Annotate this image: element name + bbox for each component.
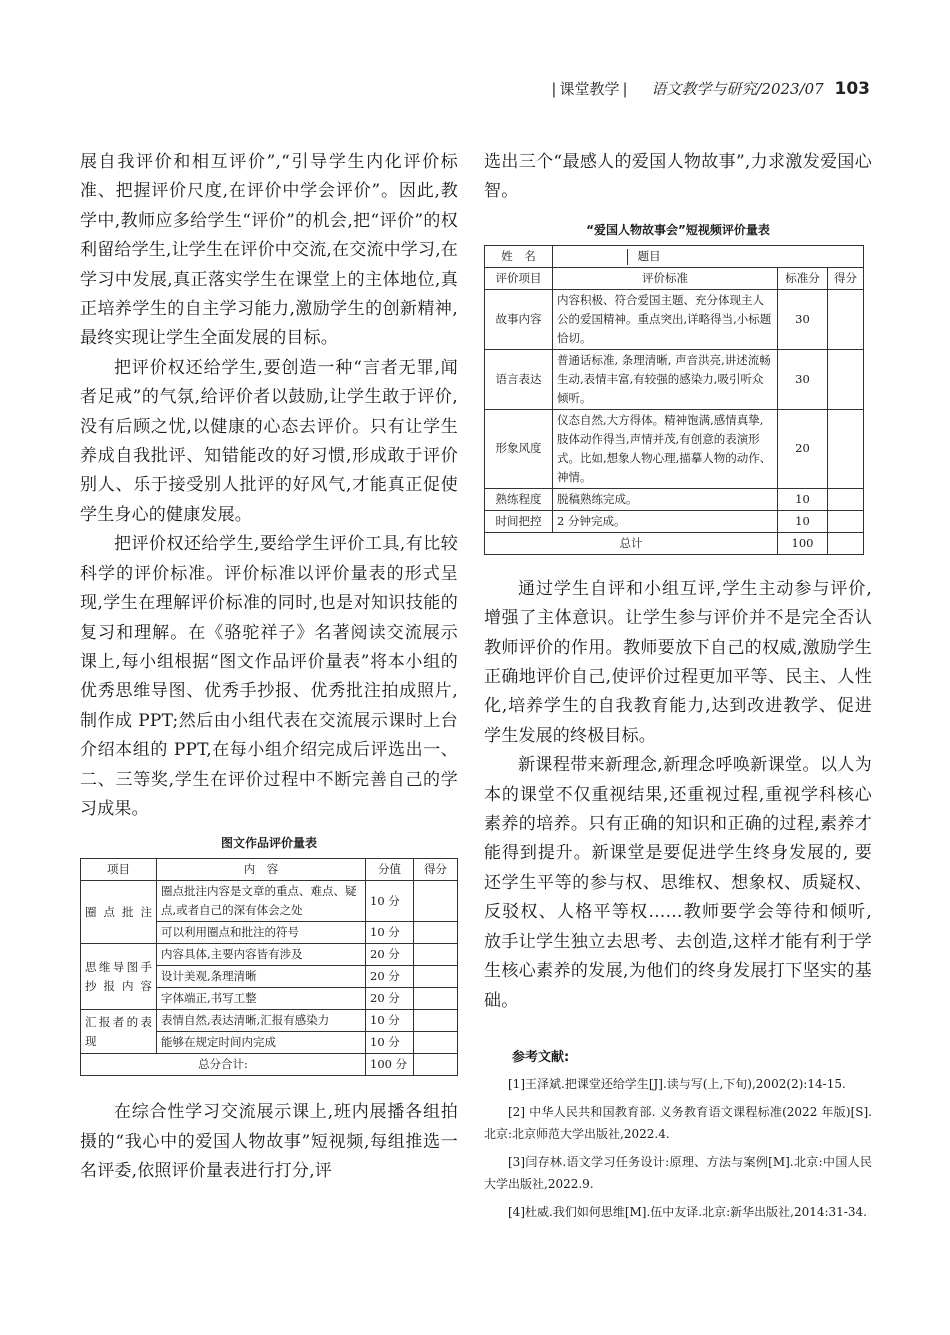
journal-name: 语文教学与研究/2023/07 [651, 80, 824, 98]
table-title: 图文作品评价量表 [220, 836, 317, 851]
topic-cell [553, 245, 864, 267]
right-column [484, 148, 872, 1229]
header-cell: 标准分 [778, 267, 828, 289]
reference-item: [3]闫存林.语文学习任务设计:原理、方法与案例[M].北京:中国人民大学出版社,2022.9. [484, 1154, 872, 1191]
blank-score-cell [414, 966, 458, 988]
blank-score-cell [414, 1010, 458, 1032]
standard-cell: 仪态自然,大方得体。精神饱满,感情真挚,肢体动作得当,声情并茂,有创意的表演形式。比如,想象人物心理,描摹人物的动作、神情。 [553, 409, 778, 488]
item-cell: 语言表达 [485, 349, 553, 409]
header-cell: 内 容 [157, 859, 366, 881]
standard-cell: 内容积极、符合爱国主题、充分体现主人公的爱国精神。重点突出,详略得当,小标题恰切。 [553, 289, 778, 349]
item-cell: 时间把控 [485, 510, 553, 532]
references-heading: 参考文献: [512, 1049, 570, 1065]
standard-cell: 2 分钟完成。 [553, 510, 778, 532]
blank-score-cell [828, 349, 864, 409]
table-row [485, 289, 864, 349]
score-cell: 30 [778, 349, 828, 409]
body-paragraph: 展自我评价和相互评价”,“引导学生内化评价标准、把握评价尺度,在评价中学会评价”。因此,教学中,教师应多给学生“评价”的机会,把“评价”的权利留给学生,让学生在评价中交流,在交流中学习,在学习中发展,真正落实学生在课堂上的主体地位,真正培养学生的自主学习能力,激励学生的创新精神,最终实现让学生全面发展的目标。 [80, 152, 459, 349]
blank-score-cell [828, 532, 864, 554]
header-cell: 评价标准 [553, 267, 778, 289]
left-column [80, 148, 458, 1187]
score-cell: 20 分 [366, 944, 414, 966]
content-cell: 能够在规定时间内完成 [157, 1032, 366, 1054]
header-cell: 得分 [828, 267, 864, 289]
blank-score-cell [828, 510, 864, 532]
table-row [485, 488, 864, 510]
content-cell: 可以利用圈点和批注的符号 [157, 922, 366, 944]
table-row [485, 349, 864, 409]
body-paragraph: 选出三个“最感人的爱国人物故事”,力求激发爱国心智。 [484, 152, 872, 202]
score-cell: 10 [778, 510, 828, 532]
blank-score-cell [414, 944, 458, 966]
standard-cell: 普通话标准, 条理清晰, 声音洪亮,讲述流畅生动,表情丰富,有较强的感染力,吸引听众倾听。 [553, 349, 778, 409]
artwork-evaluation-table [80, 858, 458, 1076]
table-row [81, 881, 458, 922]
table-row [81, 944, 458, 966]
reference-item: [2] 中华人民共和国教育部. 义务教育语文课程标准(2022 年版)[S].北京:北京师范大学出版社,2022.4. [484, 1104, 872, 1141]
header-cell: 评价项目 [485, 267, 553, 289]
table-name-row [485, 245, 864, 267]
content-cell: 字体端正,书写工整 [157, 988, 366, 1010]
standard-cell: 脱稿熟练完成。 [553, 488, 778, 510]
header-cell: 分值 [366, 859, 414, 881]
total-value: 100 分 [366, 1054, 414, 1076]
table-total-row [485, 532, 864, 554]
score-cell: 20 分 [366, 966, 414, 988]
blank-score-cell [414, 988, 458, 1010]
table-header-row [81, 859, 458, 881]
score-cell: 10 分 [366, 1010, 414, 1032]
score-cell: 10 分 [366, 1032, 414, 1054]
section-label: 课堂教学 [559, 80, 620, 98]
table-row [485, 510, 864, 532]
blank-score-cell [414, 881, 458, 922]
reference-item: [1]王泽斌.把课堂还给学生[J].读与写(上,下旬),2002(2):14-15. [508, 1076, 846, 1091]
item-cell: 形象风度 [485, 409, 553, 488]
item-cell: 思维导图手抄报内容 [81, 944, 157, 1010]
table-row [485, 409, 864, 488]
table-title: “爱国人物故事会”短视频评价量表 [586, 222, 770, 237]
total-value: 100 [778, 532, 828, 554]
header-cell: 得分 [414, 859, 458, 881]
item-cell: 熟练程度 [485, 488, 553, 510]
score-cell: 10 [778, 488, 828, 510]
header-cell: 项目 [81, 859, 157, 881]
score-cell: 20 [778, 409, 828, 488]
item-cell: 圈点批注 [81, 881, 157, 944]
content-cell: 圈点批注内容是文章的重点、难点、疑点,或者自己的深有体会之处 [157, 881, 366, 922]
header-bar: | [622, 80, 628, 98]
content-cell: 表情自然,表达清晰,汇报有感染力 [157, 1010, 366, 1032]
score-cell: 30 [778, 289, 828, 349]
table-total-row [81, 1054, 458, 1076]
blank-score-cell [828, 488, 864, 510]
video-evaluation-table [484, 245, 864, 555]
body-paragraph: 通过学生自评和小组互评,学生主动参与评价,增强了主体意识。让学生参与评价并不是完全否认教师评价的作用。教师要放下自己的权威,激励学生正确地评价自己,使评价过程更加平等、民主、人性化,培养学生的自我教育能力,达到改进教学、促进学生发展的终极目标。 [484, 578, 872, 746]
reference-item: [4]杜威.我们如何思维[M].伍中友译.北京:新华出版社,2014:31-34. [508, 1204, 867, 1219]
score-cell: 10 分 [366, 881, 414, 922]
blank-score-cell [414, 1032, 458, 1054]
blank-score-cell [414, 1054, 458, 1076]
blank-score-cell [414, 922, 458, 944]
blank-score-cell [828, 289, 864, 349]
body-paragraph: 在综合性学习交流展示课上,班内展播各组拍摄的“我心中的爱国人物故事”短视频,每组推选一名评委,依照评价量表进行打分,评 [80, 1102, 458, 1182]
body-paragraph: 把评价权还给学生,要创造一种“言者无罪,闻者足戒”的气氛,给评价者以鼓励,让学生敢于评价,没有后顾之忧,以健康的心态去评价。只有让学生养成自我批评、知错能改的好习惯,形成敢于评价别人、乐于接受别人批评的好风气,才能真正促使学生身心的健康发展。 [80, 357, 458, 525]
item-cell: 故事内容 [485, 289, 553, 349]
body-paragraph: 新课程带来新理念,新理念呼唤新课堂。以人为本的课堂不仅重视结果,还重视过程,重视学科核心素养的培养。只有正确的知识和正确的过程,素养才能得到提升。新课堂是要促进学生终身发展的, 要还学生平等的参与权、思维权、想象权、质疑权、反驳权、人格平等权……教师要学会等待和倾听, 放手让学生独立去思考、去创造,这样才能有利于学生核心素养的发展,为他们的终身发展打下坚实的基础。 [484, 755, 872, 1011]
blank-score-cell [828, 409, 864, 488]
topic-label: 题目 [637, 248, 661, 263]
content-cell: 设计美观,条理清晰 [157, 966, 366, 988]
name-blank [557, 249, 628, 265]
item-cell: 汇报者的表现 [81, 1010, 157, 1054]
running-header [548, 78, 870, 99]
total-label: 总计 [485, 532, 778, 554]
score-cell: 20 分 [366, 988, 414, 1010]
name-label: 姓 名 [485, 245, 553, 267]
table-header-row [485, 267, 864, 289]
page-number: 103 [834, 79, 870, 99]
table-row [81, 1010, 458, 1032]
body-paragraph: 把评价权还给学生,要给学生评价工具,有比较科学的评价标准。评价标准以评价量表的形式呈现,学生在理解评价标准的同时,也是对知识技能的复习和理解。在《骆驼祥子》名著阅读交流展示课上,每小组根据“图文作品评价量表”将本小组的优秀思维导图、优秀手抄报、优秀批注拍成照片,制作成 PPT;然后由小组代表在交流展示课时上台介绍本组的 PPT,在每小组介绍完成后评选出一、二、三等奖,学生在评价过程中不断完善自己的学习成果。 [80, 534, 458, 819]
total-label: 总分合计: [81, 1054, 366, 1076]
score-cell: 10 分 [366, 922, 414, 944]
header-bar: | [551, 80, 557, 98]
content-cell: 内容具体,主要内容皆有涉及 [157, 944, 366, 966]
